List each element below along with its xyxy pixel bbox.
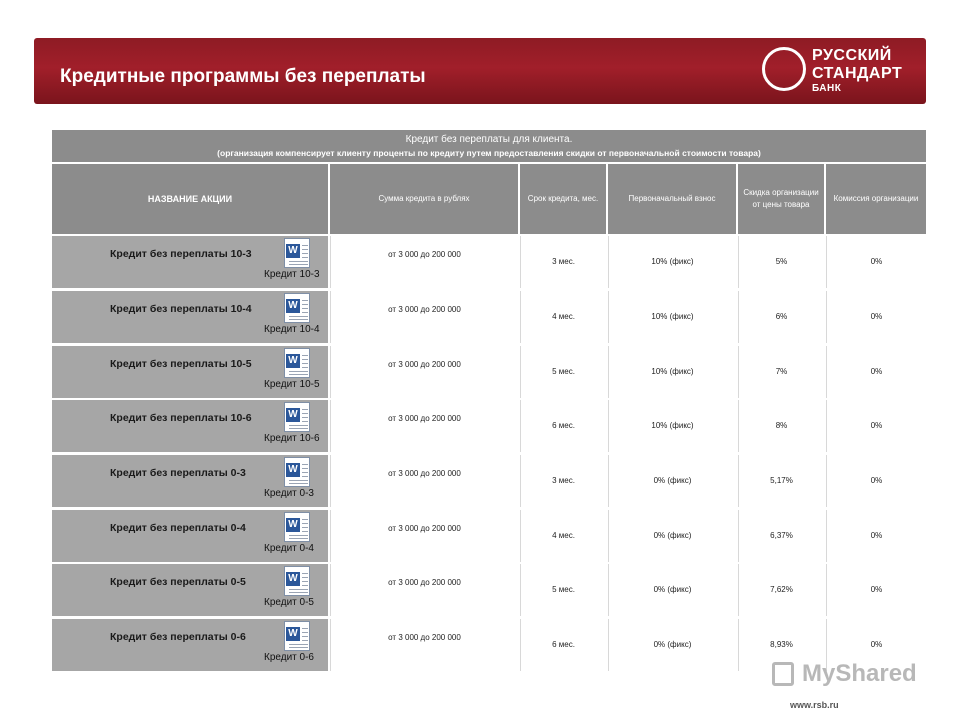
term-value: 3 мес. xyxy=(552,257,575,266)
discount-cell xyxy=(738,400,824,452)
fee-value: 0% xyxy=(870,476,883,485)
table-row xyxy=(0,291,960,343)
downpayment-value: 10% (фикс) xyxy=(651,312,694,321)
word-document-icon[interactable] xyxy=(284,457,310,487)
word-w-glyph: W xyxy=(286,299,300,313)
term-cell xyxy=(520,619,606,671)
fee-cell xyxy=(826,455,926,507)
footer-url[interactable]: www.rsb.ru xyxy=(790,700,839,710)
fee-cell xyxy=(826,400,926,452)
downpayment-value: 0% (фикс) xyxy=(653,531,692,540)
term-value: 3 мес. xyxy=(552,476,575,485)
table-caption-title: Кредит без переплаты для клиента. xyxy=(405,134,573,145)
table-row xyxy=(0,400,960,452)
downpayment-value: 0% (фикс) xyxy=(653,476,692,485)
page-title: Кредитные программы без переплаты xyxy=(60,66,426,87)
fee-value: 0% xyxy=(870,640,883,649)
term-cell xyxy=(520,510,606,562)
term-value: 6 мес. xyxy=(552,640,575,649)
word-document-icon[interactable] xyxy=(284,512,310,542)
downpayment-value: 10% (фикс) xyxy=(651,421,694,430)
word-document-icon[interactable] xyxy=(284,293,310,323)
promo-name-cell xyxy=(52,291,328,343)
term-value: 5 мес. xyxy=(552,585,575,594)
sum-value: от 3 000 до 200 000 xyxy=(388,360,461,369)
downpayment-value: 0% (фикс) xyxy=(653,585,692,594)
term-value: 6 мес. xyxy=(552,421,575,430)
downpayment-cell xyxy=(608,291,736,343)
promo-name-cell xyxy=(52,236,328,288)
fee-value: 0% xyxy=(870,421,883,430)
discount-cell xyxy=(738,291,824,343)
sum-cell xyxy=(330,236,518,288)
col-header-downpayment: Первоначальный взнос xyxy=(608,164,736,234)
col-header-sum: Сумма кредита в рублях xyxy=(330,164,518,234)
title-banner xyxy=(34,38,926,104)
presentation-icon xyxy=(772,662,794,686)
word-document-icon[interactable] xyxy=(284,238,310,268)
downpayment-cell xyxy=(608,510,736,562)
word-document-icon[interactable] xyxy=(284,402,310,432)
document-link-label[interactable]: Кредит 10-6 xyxy=(264,433,320,444)
sum-cell xyxy=(330,291,518,343)
sum-cell xyxy=(330,400,518,452)
discount-value: 7,62% xyxy=(770,585,793,594)
col-header-name: НАЗВАНИЕ АКЦИИ xyxy=(52,164,328,234)
term-cell xyxy=(520,455,606,507)
sum-cell xyxy=(330,455,518,507)
fee-value: 0% xyxy=(870,367,883,376)
term-cell xyxy=(520,564,606,616)
downpayment-value: 0% (фикс) xyxy=(653,640,692,649)
myshared-watermark xyxy=(772,658,932,694)
sum-value: от 3 000 до 200 000 xyxy=(388,305,461,314)
term-value: 4 мес. xyxy=(552,312,575,321)
promo-name: Кредит без переплаты 0-3 xyxy=(110,467,246,479)
word-w-glyph: W xyxy=(286,518,300,532)
bank-logo xyxy=(762,45,912,97)
table-caption xyxy=(52,130,926,162)
word-document-icon[interactable] xyxy=(284,348,310,378)
word-document-icon[interactable] xyxy=(284,621,310,651)
table-row xyxy=(0,510,960,562)
fee-value: 0% xyxy=(870,257,883,266)
table-row xyxy=(0,236,960,288)
promo-name-cell xyxy=(52,564,328,616)
discount-value: 7% xyxy=(775,367,788,376)
fee-value: 0% xyxy=(870,585,883,594)
document-link-label[interactable]: Кредит 0-4 xyxy=(264,543,314,554)
document-link-label[interactable]: Кредит 0-5 xyxy=(264,597,314,608)
logo-line1: РУССКИЙ xyxy=(812,47,892,64)
discount-cell xyxy=(738,236,824,288)
term-cell xyxy=(520,291,606,343)
downpayment-cell xyxy=(608,346,736,398)
table-row xyxy=(0,564,960,616)
term-value: 5 мес. xyxy=(552,367,575,376)
document-link-label[interactable]: Кредит 0-3 xyxy=(264,488,314,499)
word-w-glyph: W xyxy=(286,463,300,477)
fee-cell xyxy=(826,564,926,616)
promo-name: Кредит без переплаты 10-3 xyxy=(110,248,252,260)
downpayment-cell xyxy=(608,619,736,671)
logo-line3: БАНК xyxy=(812,83,842,94)
discount-value: 8% xyxy=(775,421,788,430)
promo-name: Кредит без переплаты 0-4 xyxy=(110,522,246,534)
promo-name-cell xyxy=(52,455,328,507)
fee-cell xyxy=(826,510,926,562)
word-w-glyph: W xyxy=(286,572,300,586)
col-header-fee: Комиссия организации xyxy=(826,164,926,234)
promo-name: Кредит без переплаты 10-4 xyxy=(110,303,252,315)
document-link-label[interactable]: Кредит 0-6 xyxy=(264,652,314,663)
discount-value: 8,93% xyxy=(770,640,793,649)
promo-name-cell xyxy=(52,346,328,398)
table-row xyxy=(0,346,960,398)
discount-value: 6,37% xyxy=(770,531,793,540)
table-row xyxy=(0,455,960,507)
term-cell xyxy=(520,346,606,398)
sum-value: от 3 000 до 200 000 xyxy=(388,414,461,423)
griffin-emblem-icon xyxy=(762,47,806,91)
logo-line2: СТАНДАРТ xyxy=(812,65,903,82)
document-link-label[interactable]: Кредит 10-3 xyxy=(264,269,320,280)
discount-value: 6% xyxy=(775,312,788,321)
discount-value: 5,17% xyxy=(770,476,793,485)
document-link-label[interactable]: Кредит 10-4 xyxy=(264,324,320,335)
sum-cell xyxy=(330,346,518,398)
discount-value: 5% xyxy=(775,257,788,266)
downpayment-cell xyxy=(608,236,736,288)
col-header-discount: Скидка организации от цены товара xyxy=(738,164,824,234)
fee-value: 0% xyxy=(870,531,883,540)
promo-name-cell xyxy=(52,619,328,671)
sum-cell xyxy=(330,510,518,562)
discount-cell xyxy=(738,346,824,398)
word-document-icon[interactable] xyxy=(284,566,310,596)
word-w-glyph: W xyxy=(286,408,300,422)
sum-value: от 3 000 до 200 000 xyxy=(388,524,461,533)
word-w-glyph: W xyxy=(286,244,300,258)
promo-name: Кредит без переплаты 10-6 xyxy=(110,412,252,424)
col-header-term: Срок кредита, мес. xyxy=(520,164,606,234)
downpayment-cell xyxy=(608,564,736,616)
sum-cell xyxy=(330,564,518,616)
discount-cell xyxy=(738,455,824,507)
promo-name: Кредит без переплаты 0-5 xyxy=(110,576,246,588)
downpayment-cell xyxy=(608,400,736,452)
sum-value: от 3 000 до 200 000 xyxy=(388,469,461,478)
promo-name-cell xyxy=(52,510,328,562)
sum-value: от 3 000 до 200 000 xyxy=(388,633,461,642)
downpayment-value: 10% (фикс) xyxy=(651,257,694,266)
document-link-label[interactable]: Кредит 10-5 xyxy=(264,379,320,390)
sum-value: от 3 000 до 200 000 xyxy=(388,578,461,587)
sum-cell xyxy=(330,619,518,671)
fee-cell xyxy=(826,236,926,288)
promo-name-cell xyxy=(52,400,328,452)
term-cell xyxy=(520,236,606,288)
table-caption-subtitle: (организация компенсирует клиенту проценты по кредиту путем предоставления скидки от первоначальной стоимости товара) xyxy=(217,148,761,158)
fee-value: 0% xyxy=(870,312,883,321)
fee-cell xyxy=(826,346,926,398)
discount-cell xyxy=(738,510,824,562)
term-cell xyxy=(520,400,606,452)
sum-value: от 3 000 до 200 000 xyxy=(388,250,461,259)
word-w-glyph: W xyxy=(286,354,300,368)
word-w-glyph: W xyxy=(286,627,300,641)
discount-cell xyxy=(738,564,824,616)
promo-name: Кредит без переплаты 0-6 xyxy=(110,631,246,643)
term-value: 4 мес. xyxy=(552,531,575,540)
downpayment-value: 10% (фикс) xyxy=(651,367,694,376)
downpayment-cell xyxy=(608,455,736,507)
watermark-text: MyShared xyxy=(802,660,917,687)
fee-cell xyxy=(826,291,926,343)
promo-name: Кредит без переплаты 10-5 xyxy=(110,358,252,370)
